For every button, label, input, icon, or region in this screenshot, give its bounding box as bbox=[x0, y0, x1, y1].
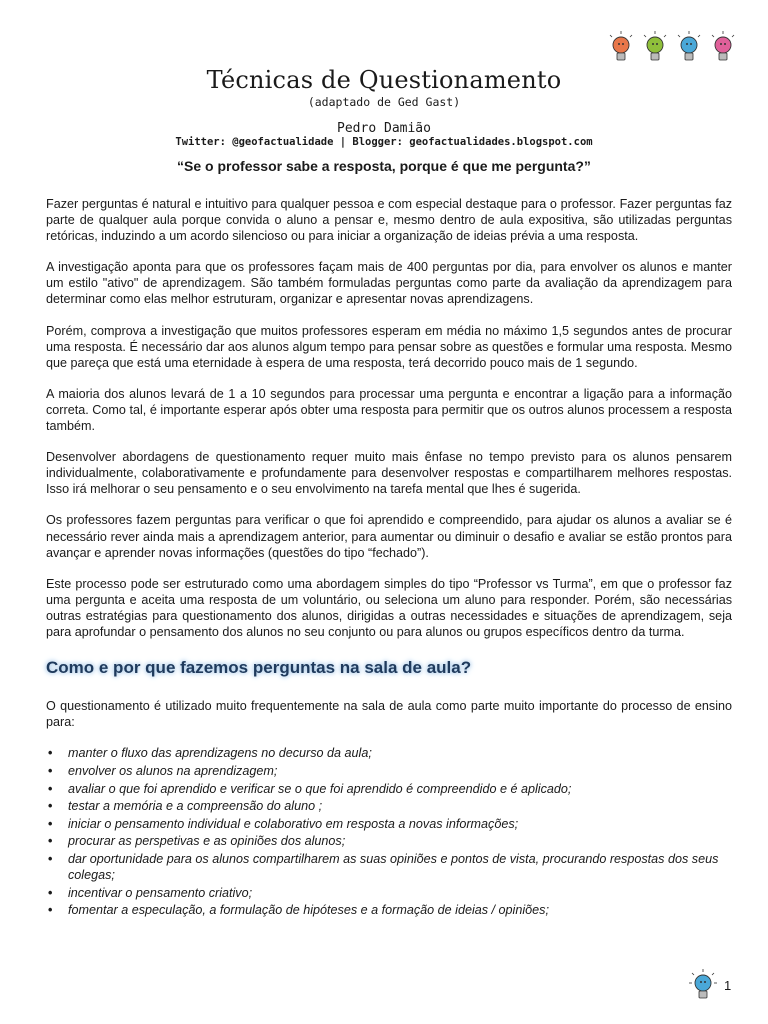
author-links: Twitter: @geofactualidade | Blogger: geofactualidades.blogspot.com bbox=[175, 136, 593, 148]
page-number: 1 bbox=[724, 977, 732, 993]
body-paragraph: Os professores fazem perguntas para verificar o que foi aprendido e compreendido, para ajudar os alunos a avaliar se é necessário rever ainda mais a aprendizagem anterior, para aumentar ou diminuir o desafio e avaliar se estão prontos para avançar e aprender novas informações (questões do tipo “fechado”). bbox=[46, 513, 732, 560]
lightbulb-icon bbox=[688, 968, 718, 1002]
body-paragraph: A maioria dos alunos levará de 1 a 10 segundos para processar uma pergunta e encontrar a ligação para a informação correta. Como tal, é importante esperar após obter uma resposta para permitir que os outros alunos processem a resposta também. bbox=[46, 386, 732, 434]
document-body bbox=[46, 196, 732, 920]
lightbulb-decoration bbox=[606, 30, 738, 64]
lightbulb-icon bbox=[606, 30, 636, 64]
document-subtitle: (adaptado de Ged Gast) bbox=[307, 95, 461, 109]
list-item: • manter o fluxo das aprendizagens no decurso da aula; bbox=[46, 745, 732, 761]
lightbulb-icon bbox=[708, 30, 738, 64]
body-paragraph: Este processo pode ser estruturado como uma abordagem simples do tipo “Professor vs Turma”, em que o professor faz uma pergunta e aceita uma resposta de um voluntário, ou seleciona um aluno para responder. Porém, são necessárias outras estratégias para questionamento dos alunos, dirigidas a outras necessidades e situações de aprendizagem, seja para aprofundar o pensamento dos alunos no seu conjunto ou para alunos ou grupos específicos dentro da turma. bbox=[46, 576, 732, 639]
lightbulb-icon bbox=[674, 30, 704, 64]
list-item: • procurar as perspetivas e as opiniões dos alunos; bbox=[46, 833, 732, 849]
list-item: • envolver os alunos na aprendizagem; bbox=[46, 763, 732, 779]
section-intro: O questionamento é utilizado muito frequentemente na sala de aula como parte muito importante do processo de ensino para: bbox=[46, 699, 732, 730]
document-header bbox=[0, 66, 768, 174]
list-item: • incentivar o pensamento criativo; bbox=[46, 885, 732, 901]
body-paragraph: A investigação aponta para que os professores façam mais de 400 perguntas por dia, para envolver os alunos e manter um estilo "ativo" de aprendizagem. São também formuladas perguntas como parte da avaliação da aprendizagem para determinar como elas melhor estruturam, organizar e apresentar novas aprendizagens. bbox=[46, 260, 732, 307]
list-item: • avaliar o que foi aprendido e verificar se o que foi aprendido é compreendido e é aplicado; bbox=[46, 781, 732, 797]
document-title: Técnicas de Questionamento bbox=[206, 66, 562, 94]
list-item: • iniciar o pensamento individual e colaborativo em resposta a novas informações; bbox=[46, 816, 732, 832]
lightbulb-icon bbox=[640, 30, 670, 64]
author-name: Pedro Damião bbox=[337, 121, 431, 136]
list-item: • testar a memória e a compreensão do aluno ; bbox=[46, 798, 732, 814]
page-footer bbox=[688, 968, 731, 1002]
body-paragraph: Desenvolver abordagens de questionamento requer muito mais ênfase no tempo previsto para os alunos pensarem individualmente, colaborativamente e profundamente para desenvolver respostas e compartilharem melhores respostas. Isso irá melhorar o seu pensamento e o seu envolvimento na tarefa mental que lhes é sugerida. bbox=[46, 450, 732, 497]
lead-quote: “Se o professor sabe a resposta, porque é que me pergunta?” bbox=[177, 158, 591, 174]
bullet-list bbox=[46, 745, 732, 918]
list-item: • fomentar a especulação, a formulação de hipóteses e a formação de ideias / opiniões; bbox=[46, 902, 732, 918]
body-paragraph: Porém, comprova a investigação que muitos professores esperam em média no máximo 1,5 segundos antes de procurar uma resposta. É necessário dar aos alunos algum tempo para pensar sobre as questões e formular uma resposta. Mesmo que pareça que está uma eternidade à espera de uma resposta, terá decorrido pouco mais de 1 segundo. bbox=[46, 323, 732, 370]
section-heading: Como e por que fazemos perguntas na sala de aula? bbox=[46, 658, 472, 678]
list-item: • dar oportunidade para os alunos compartilharem as suas opiniões e pontos de vista, procurando respostas dos seus colegas; bbox=[46, 851, 732, 883]
body-paragraph: Fazer perguntas é natural e intuitivo para qualquer pessoa e com especial destaque para o professor. Fazer perguntas faz parte de qualquer aula porque convida o aluno a pensar e, mesmo dentro de aula expositiva, são utilizadas perguntas retóricas, induzindo a um acordo silencioso ou para iniciar a organização de ideias prévia a uma resposta. bbox=[46, 197, 732, 244]
